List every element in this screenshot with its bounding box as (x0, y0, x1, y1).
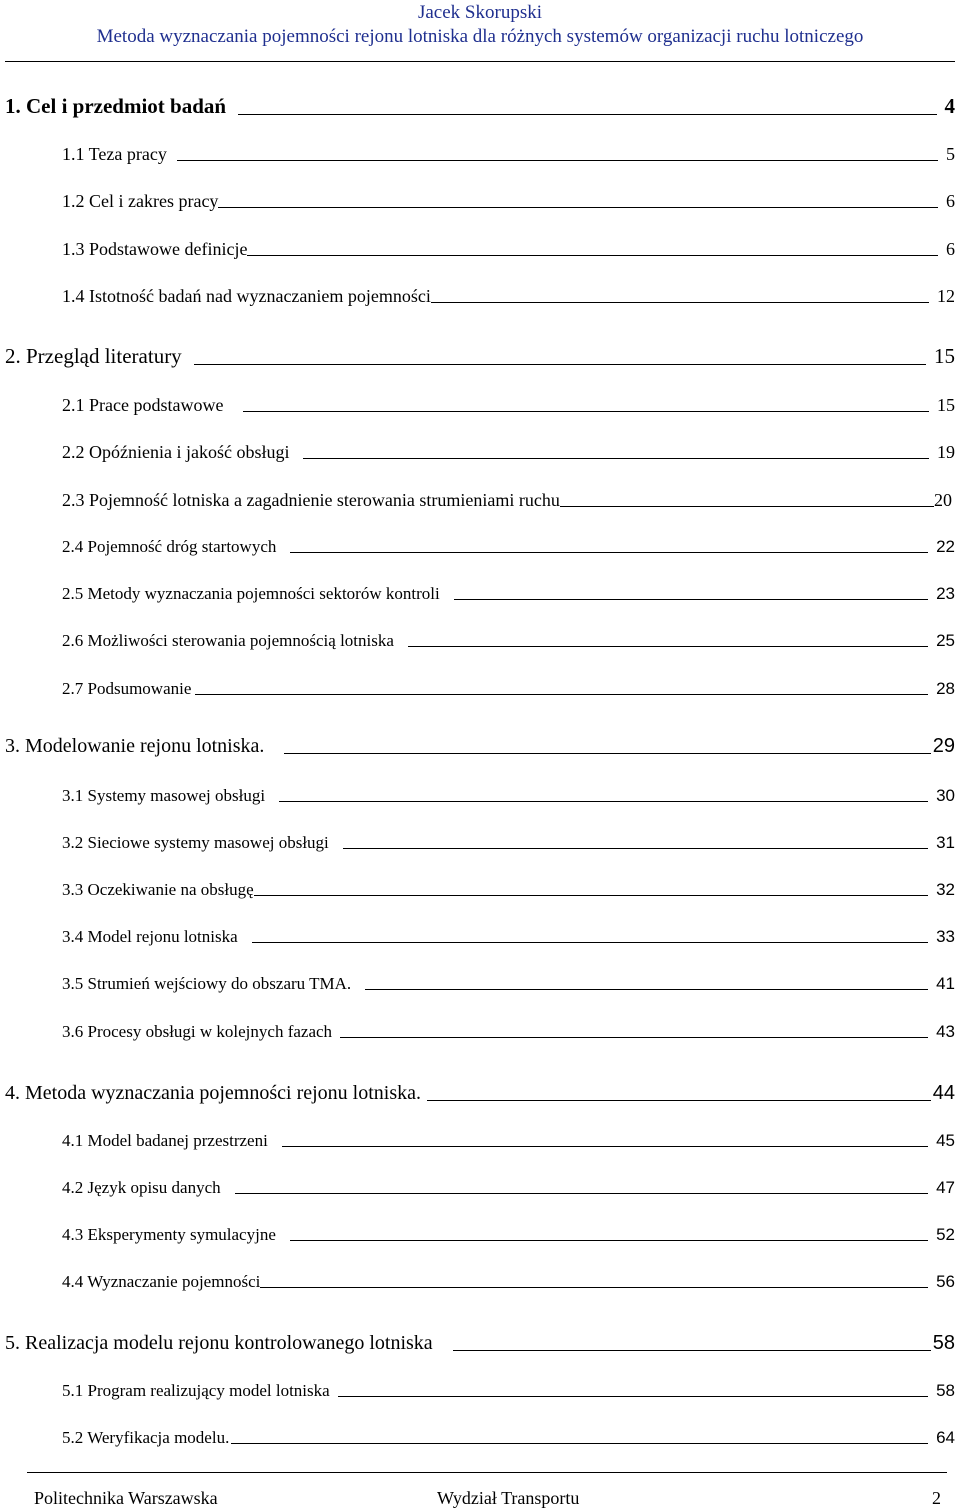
toc-entry-label: 5. Realizacja modelu rejonu kontrolowanego lotniska (5, 1332, 433, 1354)
toc-leader (284, 753, 930, 754)
toc-entry-5[interactable] (0, 1332, 960, 1355)
toc-leader (303, 458, 929, 459)
toc-entry-label: 3. Modelowanie rejonu lotniska. (5, 735, 265, 757)
toc-leader (279, 801, 928, 802)
toc-entry-page: 30 (936, 786, 955, 805)
toc-entry-3-6[interactable] (0, 1022, 960, 1042)
footer-divider (27, 1472, 947, 1473)
toc-leader (177, 160, 938, 161)
header-title: Metoda wyznaczania pojemności rejonu lotniska dla różnych systemów organizacji ruchu lotniczego (96, 26, 864, 47)
toc-entry-label: 2.4 Pojemność dróg startowych (62, 537, 277, 556)
toc-leader (247, 255, 938, 256)
toc-entry-label: 4.2 Język opisu danych (62, 1178, 221, 1197)
footer-page-number: 2 (932, 1488, 941, 1508)
toc-entry-page: 45 (936, 1131, 955, 1150)
toc-leader (427, 1100, 931, 1101)
toc-leader (290, 1240, 928, 1241)
toc-entry-label: 3.3 Oczekiwanie na obsługę (62, 880, 254, 899)
toc-entry-page: 23 (936, 584, 955, 603)
toc-entry-1-2[interactable] (0, 191, 960, 212)
toc-entry-page: 25 (936, 631, 955, 650)
toc-entry-page: 43 (936, 1022, 955, 1041)
toc-leader (343, 848, 928, 849)
toc-entry-page: 64 (936, 1428, 955, 1447)
toc-entry-page: 58 (932, 1332, 955, 1354)
toc-leader (560, 506, 934, 507)
toc-entry-page: 33 (936, 927, 955, 946)
toc-entry-label: 4. Metoda wyznaczania pojemności rejonu lotniska. (5, 1082, 421, 1104)
toc-leader (454, 599, 928, 600)
toc-entry-page: 29 (932, 735, 955, 757)
toc-entry-2-5[interactable] (0, 584, 960, 604)
toc-entry-page: 15 (934, 344, 955, 368)
toc-entry-1-3[interactable] (0, 239, 960, 260)
toc-leader (195, 694, 928, 695)
toc-entry-2-2[interactable] (0, 442, 960, 463)
toc-entry-label: 2.7 Podsumowanie (62, 679, 192, 698)
toc-entry-label: 4.3 Eksperymenty symulacyjne (62, 1225, 276, 1244)
toc-leader (290, 552, 928, 553)
toc-entry-4-4[interactable] (0, 1272, 960, 1292)
toc-entry-5-2[interactable] (0, 1428, 960, 1448)
toc-entry-page: 6 (946, 239, 955, 259)
toc-entry-page: 44 (932, 1082, 955, 1104)
toc-entry-label: 2.3 Pojemność lotniska a zagadnienie sterowania strumieniami ruchu (62, 490, 560, 510)
toc-entry-page: 22 (936, 537, 955, 556)
toc-entry-2-7[interactable] (0, 679, 960, 699)
toc-entry-2[interactable] (0, 344, 960, 369)
toc-entry-page: 6 (946, 191, 955, 211)
toc-entry-label: 2.5 Metody wyznaczania pojemności sektorów kontroli (62, 584, 440, 603)
toc-leader (282, 1146, 928, 1147)
toc-leader (252, 942, 928, 943)
toc-entry-1[interactable] (0, 94, 960, 119)
toc-leader (340, 1037, 928, 1038)
page-footer (0, 1488, 960, 1510)
toc-entry-page: 19 (937, 442, 955, 462)
toc-entry-label: 1.1 Teza pracy (62, 144, 167, 164)
toc-entry-3-3[interactable] (0, 880, 960, 900)
toc-entry-label: 5.1 Program realizujący model lotniska (62, 1381, 330, 1400)
toc-leader (254, 895, 928, 896)
toc-entry-page: 5 (946, 144, 955, 164)
toc-entry-4-1[interactable] (0, 1131, 960, 1151)
footer-faculty: Wydział Transportu (437, 1488, 580, 1508)
toc-entry-label: 1.2 Cel i zakres pracy (62, 191, 219, 211)
toc-entry-label: 3.4 Model rejonu lotniska (62, 927, 238, 946)
toc-entry-label: 2.2 Opóźnienia i jakość obsługi (62, 442, 290, 462)
toc-entry-page: 41 (936, 974, 955, 993)
toc-entry-page: 56 (936, 1272, 955, 1291)
footer-institution: Politechnika Warszawska (34, 1488, 218, 1508)
toc-entry-5-1[interactable] (0, 1381, 960, 1401)
toc-entry-page: 58 (936, 1381, 955, 1400)
toc-leader (235, 1193, 928, 1194)
toc-entry-label: 2. Przegląd literatury (5, 344, 182, 368)
toc-entry-4-2[interactable] (0, 1178, 960, 1198)
toc-leader (238, 114, 936, 115)
toc-entry-1-4[interactable] (0, 286, 960, 307)
toc-entry-page: 52 (936, 1225, 955, 1244)
toc-entry-page: 20 (934, 490, 952, 510)
toc-leader (431, 302, 929, 303)
toc-entry-label: 3.5 Strumień wejściowy do obszaru TMA. (62, 974, 352, 993)
toc-leader (260, 1287, 928, 1288)
toc-leader (365, 989, 928, 990)
toc-entry-page: 15 (937, 395, 955, 415)
toc-leader (453, 1350, 931, 1351)
toc-entry-4[interactable] (0, 1082, 960, 1105)
toc-entry-page: 4 (944, 94, 955, 118)
toc-entry-3-4[interactable] (0, 927, 960, 947)
header-author: Jacek Skorupski (417, 2, 542, 23)
toc-entry-2-3[interactable] (0, 490, 960, 511)
toc-entry-label: 1.4 Istotność badań nad wyznaczaniem pojemności (62, 286, 431, 306)
toc-leader (194, 364, 926, 365)
toc-entry-label: 3.6 Procesy obsługi w kolejnych fazach (62, 1022, 333, 1041)
toc-entry-label: 2.6 Możliwości sterowania pojemnością lotniska (62, 631, 394, 650)
toc-entry-3[interactable] (0, 735, 960, 758)
toc-entry-label: 5.2 Weryfikacja modelu. (62, 1428, 230, 1447)
toc-leader (408, 646, 928, 647)
toc-entry-4-3[interactable] (0, 1225, 960, 1245)
toc-leader (338, 1396, 928, 1397)
toc-entry-1-1[interactable] (0, 144, 960, 165)
toc-entry-label: 4.4 Wyznaczanie pojemności (62, 1272, 261, 1291)
toc-entry-label: 1.3 Podstawowe definicje (62, 239, 248, 259)
toc-entry-label: 2.1 Prace podstawowe (62, 395, 224, 415)
toc-entry-page: 28 (936, 679, 955, 698)
toc-entry-page: 47 (936, 1178, 955, 1197)
toc-entry-3-5[interactable] (0, 974, 960, 994)
toc-entry-page: 12 (937, 286, 955, 306)
toc-leader (243, 411, 929, 412)
toc-entry-2-6[interactable] (0, 631, 960, 651)
toc-entry-label: 1. Cel i przedmiot badań (5, 94, 227, 118)
toc-entry-2-1[interactable] (0, 395, 960, 416)
toc-leader (218, 207, 938, 208)
toc-entry-label: 4.1 Model badanej przestrzeni (62, 1131, 268, 1150)
toc-entry-label: 3.2 Sieciowe systemy masowej obsługi (62, 833, 329, 852)
toc-entry-page: 31 (936, 833, 955, 852)
toc-entry-page: 32 (936, 880, 955, 899)
toc-entry-2-4[interactable] (0, 537, 960, 557)
toc-entry-label: 3.1 Systemy masowej obsługi (62, 786, 266, 805)
toc-entry-3-2[interactable] (0, 833, 960, 853)
toc-entry-3-1[interactable] (0, 786, 960, 806)
toc-leader (231, 1443, 928, 1444)
